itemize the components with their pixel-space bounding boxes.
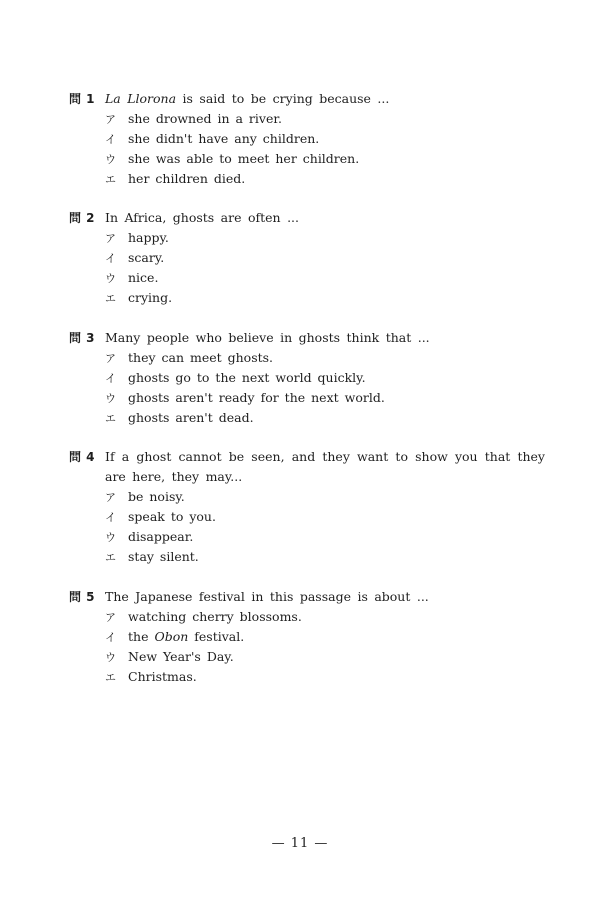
answer-option-e bbox=[105, 667, 545, 687]
option-marker: エ bbox=[105, 292, 116, 305]
question-number: 問 2 bbox=[69, 211, 96, 225]
option-text-before: the bbox=[128, 629, 155, 644]
question-number: 問 1 bbox=[69, 92, 96, 106]
option-text: nice. bbox=[128, 270, 159, 285]
answer-option-e bbox=[105, 288, 545, 308]
option-text: be noisy. bbox=[128, 489, 185, 504]
option-marker: エ bbox=[105, 671, 116, 684]
option-marker: イ bbox=[105, 511, 116, 524]
question-1 bbox=[69, 89, 545, 189]
option-text: disappear. bbox=[128, 529, 194, 544]
stem-text: is said to be crying because ... bbox=[176, 91, 390, 106]
answer-option-i bbox=[105, 507, 545, 527]
question-stem: Many people who believe in ghosts think that ... bbox=[105, 330, 430, 345]
answer-options bbox=[105, 487, 545, 567]
question-stem bbox=[105, 89, 545, 109]
question-5 bbox=[69, 587, 545, 687]
question-2 bbox=[69, 208, 545, 308]
option-text: ghosts go to the next world quickly. bbox=[128, 370, 366, 385]
answer-option-a bbox=[105, 228, 545, 248]
stem-italic-term: La Llorona bbox=[105, 91, 177, 106]
answer-option-i bbox=[105, 129, 545, 149]
option-marker: イ bbox=[105, 252, 116, 265]
answer-options bbox=[105, 228, 545, 308]
option-marker: ウ bbox=[105, 651, 116, 664]
answer-options bbox=[105, 109, 545, 189]
answer-option-u bbox=[105, 527, 545, 547]
option-text: watching cherry blossoms. bbox=[128, 609, 302, 624]
option-text: speak to you. bbox=[128, 509, 216, 524]
option-text: stay silent. bbox=[128, 549, 199, 564]
option-italic-term: Obon bbox=[154, 629, 189, 644]
option-text: she didn't have any children. bbox=[128, 131, 320, 146]
option-marker: エ bbox=[105, 551, 116, 564]
answer-option-e bbox=[105, 408, 545, 428]
answer-option-u bbox=[105, 388, 545, 408]
question-stem: In Africa, ghosts are often ... bbox=[105, 210, 299, 225]
option-text: they can meet ghosts. bbox=[128, 350, 274, 365]
answer-option-i bbox=[105, 248, 545, 268]
answer-options bbox=[105, 348, 545, 428]
option-marker: エ bbox=[105, 173, 116, 186]
answer-option-a bbox=[105, 348, 545, 368]
answer-option-e bbox=[105, 547, 545, 567]
answer-option-a bbox=[105, 487, 545, 507]
option-text bbox=[128, 627, 244, 647]
option-marker: ア bbox=[105, 611, 116, 624]
question-3 bbox=[69, 328, 545, 428]
answer-option-a bbox=[105, 109, 545, 129]
option-text: Christmas. bbox=[128, 669, 197, 684]
answer-option-i bbox=[105, 368, 545, 388]
option-marker: ウ bbox=[105, 392, 116, 405]
question-4 bbox=[69, 447, 545, 567]
answer-option-u bbox=[105, 149, 545, 169]
answer-option-u bbox=[105, 268, 545, 288]
option-text: ghosts aren't dead. bbox=[128, 410, 254, 425]
option-text: happy. bbox=[128, 230, 169, 245]
option-text: ghosts aren't ready for the next world. bbox=[128, 390, 385, 405]
option-text: she drowned in a river. bbox=[128, 111, 282, 126]
answer-option-a bbox=[105, 607, 545, 627]
option-text: scary. bbox=[128, 250, 165, 265]
option-marker: エ bbox=[105, 412, 116, 425]
question-stem: If a ghost cannot be seen, and they want to show you that they are here, they may... bbox=[105, 449, 545, 484]
page-number: — 11 — bbox=[271, 836, 329, 851]
option-marker: ウ bbox=[105, 531, 116, 544]
option-text: her children died. bbox=[128, 171, 246, 186]
option-marker: イ bbox=[105, 631, 116, 644]
option-text: she was able to meet her children. bbox=[128, 151, 360, 166]
answer-option-e bbox=[105, 169, 545, 189]
question-number: 問 3 bbox=[69, 331, 96, 345]
answer-option-i bbox=[105, 627, 545, 647]
option-marker: ア bbox=[105, 113, 116, 126]
answer-options bbox=[105, 607, 545, 687]
option-marker: イ bbox=[105, 133, 116, 146]
option-text-after: festival. bbox=[188, 629, 245, 644]
option-marker: ア bbox=[105, 352, 116, 365]
option-text: crying. bbox=[128, 290, 173, 305]
question-number: 問 4 bbox=[69, 450, 96, 464]
question-stem: The Japanese festival in this passage is about ... bbox=[105, 589, 429, 604]
option-marker: イ bbox=[105, 372, 116, 385]
option-marker: ウ bbox=[105, 153, 116, 166]
answer-option-u bbox=[105, 647, 545, 667]
question-number: 問 5 bbox=[69, 590, 96, 604]
option-marker: ウ bbox=[105, 272, 116, 285]
option-marker: ア bbox=[105, 491, 116, 504]
option-text: New Year's Day. bbox=[128, 649, 234, 664]
option-marker: ア bbox=[105, 232, 116, 245]
